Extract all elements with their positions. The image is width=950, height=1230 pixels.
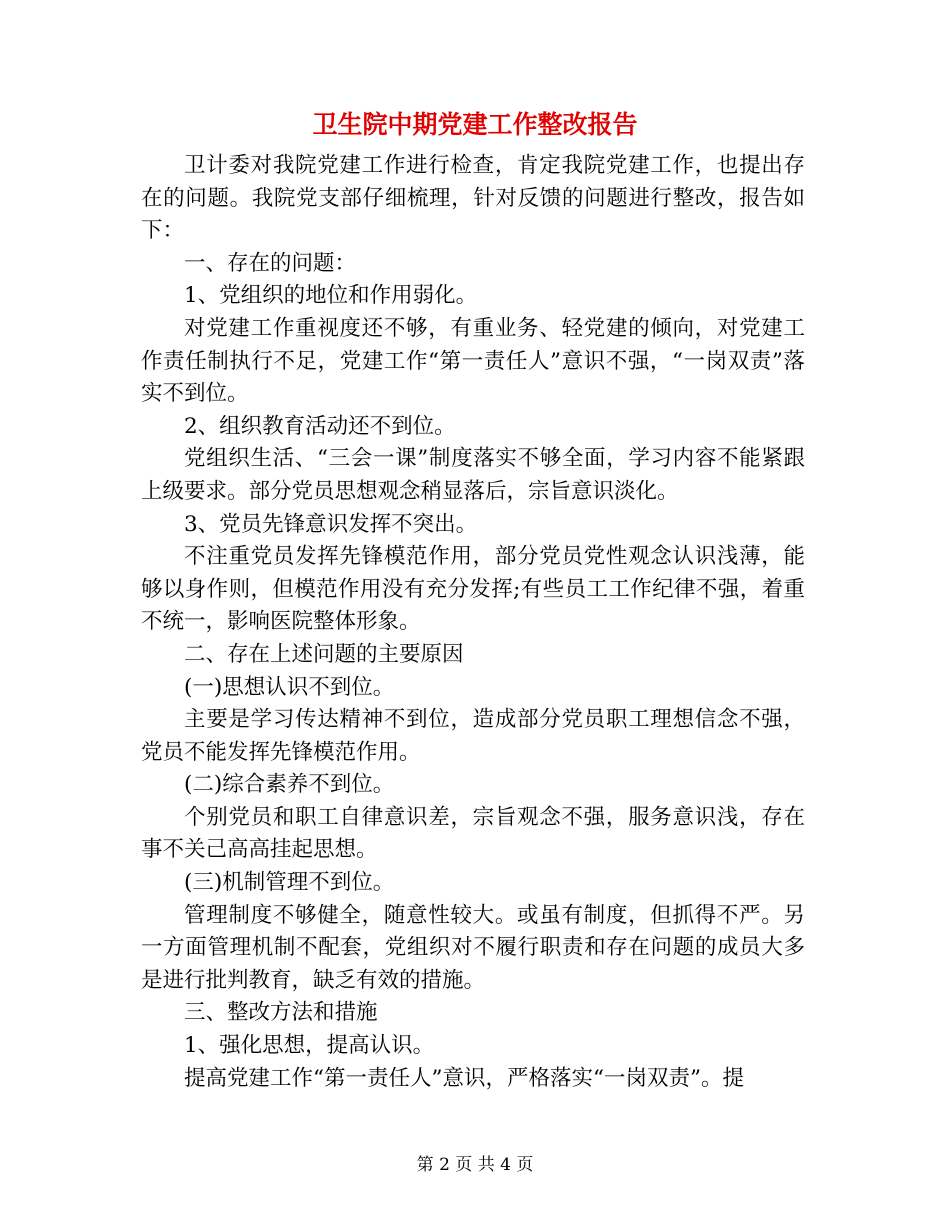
subheading: 1、党组织的地位和作用弱化。: [184, 283, 478, 309]
paragraph: 主要是学习传达精神不到位，造成部分党员职工理想信念不强，党员不能发挥先锋模范作用。: [141, 707, 805, 765]
paragraph: 党组织生活、“三会一课”制度落实不够全面，学习内容不能紧跟上级要求。部分党员思想观念稍显落后，宗旨意识淡化。: [141, 446, 805, 504]
paragraph: 个别党员和职工自律意识差，宗旨观念不强，服务意识浅，存在事不关己高高挂起思想。: [141, 804, 805, 863]
subheading: (二)综合素养不到位。: [184, 772, 395, 798]
paragraph: 卫计委对我院党建工作进行检查，肯定我院党建工作，也提出存在的问题。我院党支部仔细梳理，针对反馈的问题进行整改，报告如下：: [141, 153, 805, 244]
document-title: 卫生院中期党建工作整改报告: [312, 110, 638, 139]
subheading: 3、党员先锋意识发挥不突出。: [184, 511, 478, 537]
paragraph: 管理制度不够健全，随意性较大。或虽有制度，但抓得不严。另一方面管理机制不配套，党组织对不履行职责和存在问题的成员大多是进行批判教育，缺乏有效的措施。: [141, 902, 805, 993]
paragraph: 对党建工作重视度还不够，有重业务、轻党建的倾向，对党建工作责任制执行不足，党建工作“第一责任人”意识不强，“一岗双责”落实不到位。: [141, 315, 805, 407]
subheading: 1、强化思想，提高认识。: [184, 1033, 435, 1059]
page-number-footer: 第 2 页 共 4 页: [416, 1155, 534, 1175]
subheading: 2、组织教育活动还不到位。: [184, 413, 456, 439]
subheading: (一)思想认识不到位。: [184, 674, 395, 700]
section-heading: 一、存在的问题：: [184, 250, 357, 276]
paragraph: 不注重党员发挥先锋模范作用，部分党员党性观念认识浅薄，能够以身作则，但模范作用没有充分发挥;有些员工工作纪律不强，着重不统一，影响医院整体形象。: [141, 544, 805, 635]
paragraph: 提高党建工作“第一责任人”意识，严格落实“一岗双责”。提: [184, 1065, 744, 1091]
section-heading: 三、整改方法和措施: [184, 1000, 378, 1026]
subheading: (三)机制管理不到位。: [184, 870, 395, 896]
section-heading: 二、存在上述问题的主要原因: [184, 641, 464, 667]
document-body: [141, 150, 805, 1095]
